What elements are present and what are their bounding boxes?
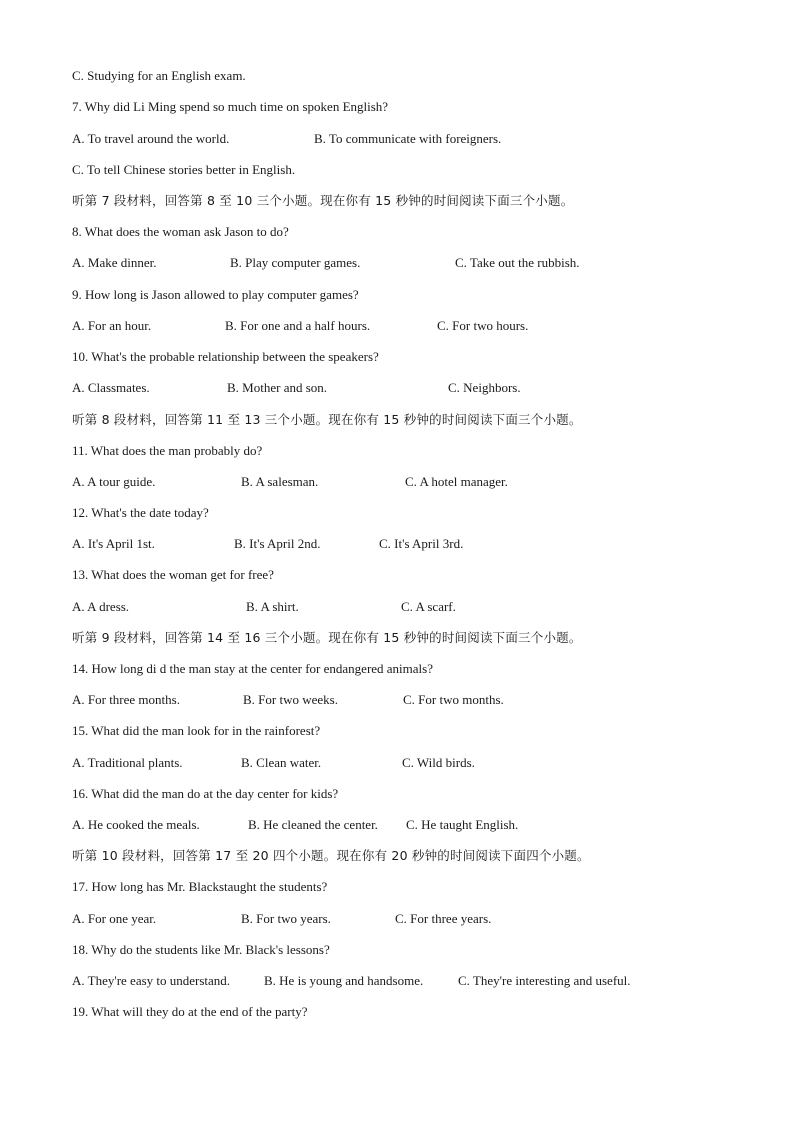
answer-option: A. A tour guide. bbox=[72, 474, 156, 489]
section-intro-9: 听第 9 段材料，回答第 14 至 16 三个小题。现在你有 15 秒钟的时间阅读下面三个小题。 bbox=[72, 630, 582, 645]
question-10: 10. What's the probable relationship between the speakers? bbox=[72, 349, 379, 364]
question-12: 12. What's the date today? bbox=[72, 505, 209, 520]
section-intro-7: 听第 7 段材料，回答第 8 至 10 三个小题。现在你有 15 秒钟的时间阅读下面三个小题。 bbox=[72, 193, 574, 208]
section-intro-8: 听第 8 段材料，回答第 11 至 13 三个小题。现在你有 15 秒钟的时间阅读下面三个小题。 bbox=[72, 412, 582, 427]
answer-option: A. It's April 1st. bbox=[72, 536, 155, 551]
answer-option: C. It's April 3rd. bbox=[379, 536, 464, 551]
answer-option: A. They're easy to understand. bbox=[72, 973, 231, 988]
answer-option: C. Wild birds. bbox=[402, 755, 475, 770]
answer-option: C. He taught English. bbox=[406, 817, 519, 832]
answer-option: A. To travel around the world. bbox=[72, 131, 230, 146]
answer-option: B. A salesman. bbox=[241, 474, 319, 489]
answer-option: A. Make dinner. bbox=[72, 255, 157, 270]
question-7: 7. Why did Li Ming spend so much time on spoken English? bbox=[72, 99, 389, 114]
section-intro-10: 听第 10 段材料，回答第 17 至 20 四个小题。现在你有 20 秒钟的时间阅读下面四个小题。 bbox=[72, 848, 590, 863]
question-14: 14. How long di d the man stay at the center for endangered animals? bbox=[72, 661, 433, 676]
answer-option: A. For an hour. bbox=[72, 318, 152, 333]
answer-option: B. He cleaned the center. bbox=[248, 817, 378, 832]
answer-option: C. For three years. bbox=[395, 911, 492, 926]
answer-option: A. He cooked the meals. bbox=[72, 817, 200, 832]
answer-option: A. A dress. bbox=[72, 599, 130, 614]
answer-option: C. For two hours. bbox=[437, 318, 529, 333]
answer-option: A. Classmates. bbox=[72, 380, 150, 395]
question-19: 19. What will they do at the end of the party? bbox=[72, 1004, 308, 1019]
answer-option: B. He is young and handsome. bbox=[264, 973, 424, 988]
answer-option: B. For two weeks. bbox=[243, 692, 338, 707]
answer-option: C. A scarf. bbox=[401, 599, 456, 614]
question-16: 16. What did the man do at the day center for kids? bbox=[72, 786, 339, 801]
answer-option: B. Clean water. bbox=[241, 755, 322, 770]
question-18: 18. Why do the students like Mr. Black's lessons? bbox=[72, 942, 330, 957]
answer-option: A. For three months. bbox=[72, 692, 180, 707]
answer-option: C. A hotel manager. bbox=[405, 474, 508, 489]
answer-option: B. For two years. bbox=[241, 911, 331, 926]
question-8: 8. What does the woman ask Jason to do? bbox=[72, 224, 289, 239]
answer-option: B. Mother and son. bbox=[227, 380, 328, 395]
question-9: 9. How long is Jason allowed to play computer games? bbox=[72, 287, 359, 302]
question-11: 11. What does the man probably do? bbox=[72, 443, 263, 458]
answer-option: B. To communicate with foreigners. bbox=[314, 131, 502, 146]
question-13: 13. What does the woman get for free? bbox=[72, 567, 274, 582]
answer-option: B. It's April 2nd. bbox=[234, 536, 321, 551]
answer-option: C. To tell Chinese stories better in English. bbox=[72, 162, 296, 177]
answer-option: C. Neighbors. bbox=[448, 380, 521, 395]
answer-option: A. Traditional plants. bbox=[72, 755, 183, 770]
answer-option: B. For one and a half hours. bbox=[225, 318, 371, 333]
answer-option: A. For one year. bbox=[72, 911, 157, 926]
answer-option: C. Studying for an English exam. bbox=[72, 68, 246, 83]
question-17: 17. How long has Mr. Blackstaught the students? bbox=[72, 879, 328, 894]
answer-option: B. Play computer games. bbox=[230, 255, 361, 270]
answer-option: C. Take out the rubbish. bbox=[455, 255, 580, 270]
answer-option: B. A shirt. bbox=[246, 599, 299, 614]
answer-option: C. They're interesting and useful. bbox=[458, 973, 631, 988]
answer-option: C. For two months. bbox=[403, 692, 504, 707]
question-15: 15. What did the man look for in the rainforest? bbox=[72, 723, 321, 738]
